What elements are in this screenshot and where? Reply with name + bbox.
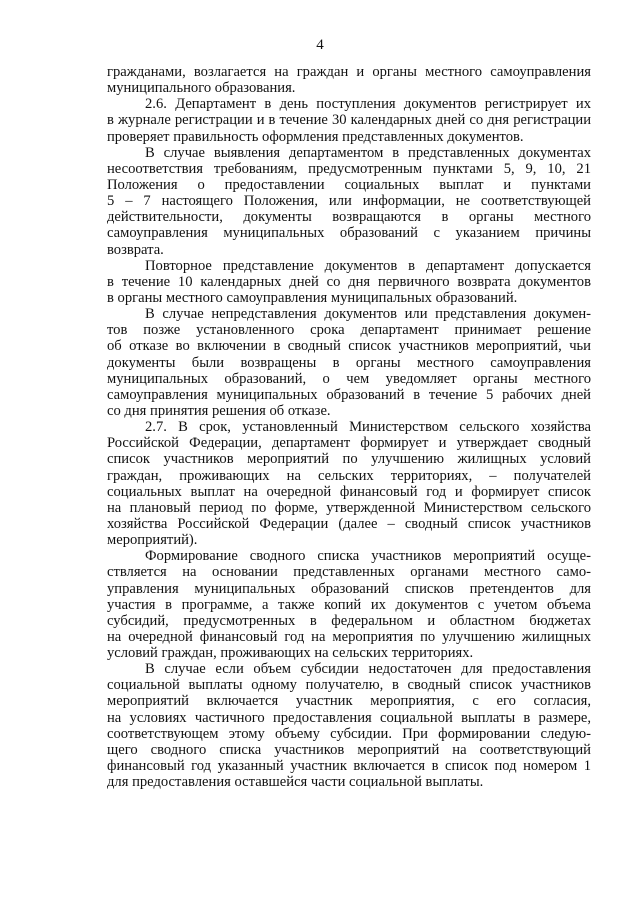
text-line: муниципального образования. — [107, 80, 296, 97]
text-line: В случае непредставления документов или представления докумен- — [145, 306, 591, 323]
text-line: мероприятий). — [107, 532, 198, 549]
paragraph — [107, 145, 591, 258]
text-line: список участников мероприятий по улучшению жилищных условий — [107, 451, 591, 468]
paragraph — [107, 64, 591, 96]
text-line: тов позже установленного срока департамент принимает решение — [107, 322, 591, 339]
text-line: В случае выявления департаментом в представленных документах — [145, 144, 591, 161]
text-line: несоответствия требованиям, предусмотренным пунктами 5, 9, 10, 21 — [107, 160, 591, 177]
text-line: в течение 10 календарных дней со дня первичного возврата документов — [107, 273, 591, 290]
text-line: на плановый период по форме, утвержденной Министерством сельского — [107, 499, 591, 516]
paragraph — [107, 96, 591, 144]
text-line: действительности, документы возвращаются в органы местного — [107, 209, 591, 226]
text-line: 2.6. Департамент в день поступления документов регистрирует их — [145, 96, 591, 113]
text-line: участия в программе, а также копий их документов с учетом объема — [107, 596, 591, 613]
text-line: муниципальных образований, о чем уведомляет органы местного — [107, 370, 591, 387]
text-line: на условиях частичного предоставления социальной выплаты в размере, — [107, 709, 591, 726]
text-line: самоуправления муниципальных образований в течение 5 рабочих дней — [107, 386, 591, 403]
text-line: условий граждан, проживающих на сельских территориях. — [107, 645, 474, 662]
text-line: 5 – 7 настоящего Положения, или информации, не соответствующей — [107, 193, 591, 210]
text-line: 2.7. В срок, установленный Министерством сельского хозяйства — [145, 419, 591, 436]
paragraph — [107, 306, 591, 419]
text-line: субсидий, предусмотренных в федеральном и областном бюджетах — [107, 612, 591, 629]
paragraph — [107, 258, 591, 306]
text-line: проверяет правильность оформления представленных документов. — [107, 128, 524, 145]
text-line: мероприятий включается участник мероприятия, с его согласия, — [107, 693, 591, 710]
text-line: ствляется на основании представленных органами местного само- — [107, 564, 591, 581]
text-line: со дня принятия решения об отказе. — [107, 402, 331, 419]
text-line: документы были возвращены в органы местного самоуправления — [107, 354, 591, 371]
text-line: социальной выплаты одному получателю, в сводный список участников — [107, 677, 591, 694]
text-line: хозяйства Российской Федерации (далее – сводный список участников — [107, 515, 591, 532]
paragraph — [107, 419, 591, 548]
text-line: об отказе во включении в сводный список участников мероприятий, чьи — [107, 338, 591, 355]
text-line: Формирование сводного списка участников мероприятий осуще- — [145, 548, 591, 565]
text-line: гражданами, возлагается на граждан и органы местного самоуправления — [107, 64, 591, 80]
text-line: В случае если объем субсидии недостаточен для предоставления — [145, 661, 591, 678]
text-line: в журнале регистрации и в течение 30 календарных дней со дня регистрации — [107, 112, 591, 129]
text-line: соответствующем этому объему субсидии. При формировании следую- — [107, 725, 591, 742]
text-line: Российской Федерации, департамент формирует и утверждает сводный — [107, 435, 591, 452]
text-line: на очередной финансовый год на мероприятия по улучшению жилищных — [107, 628, 591, 645]
paragraph — [107, 548, 591, 661]
document-body — [107, 64, 591, 790]
paragraph — [107, 661, 591, 790]
text-line: для предоставления оставшейся части социальной выплаты. — [107, 774, 484, 791]
text-line: самоуправления муниципальных образований с указанием причины — [107, 225, 591, 242]
text-line: управления муниципальных образований списков претендентов для — [107, 580, 591, 597]
text-line: граждан, проживающих на сельских территориях, – получателей — [107, 467, 591, 484]
text-line: финансовый год указанный участник включается в список под номером 1 — [107, 758, 591, 775]
text-line: Повторное представление документов в департамент допускается — [145, 257, 591, 274]
text-line: социальных выплат на очередной финансовый год и формирует список — [107, 483, 591, 500]
text-line: щего сводного списка участников мероприятий на соответствующий — [107, 741, 591, 758]
text-line: Положения о предоставлении социальных выплат и пунктами — [107, 176, 591, 193]
text-line: возврата. — [107, 241, 164, 258]
page-number: 4 — [316, 37, 324, 53]
text-line: в органы местного самоуправления муниципальных образований. — [107, 289, 518, 306]
